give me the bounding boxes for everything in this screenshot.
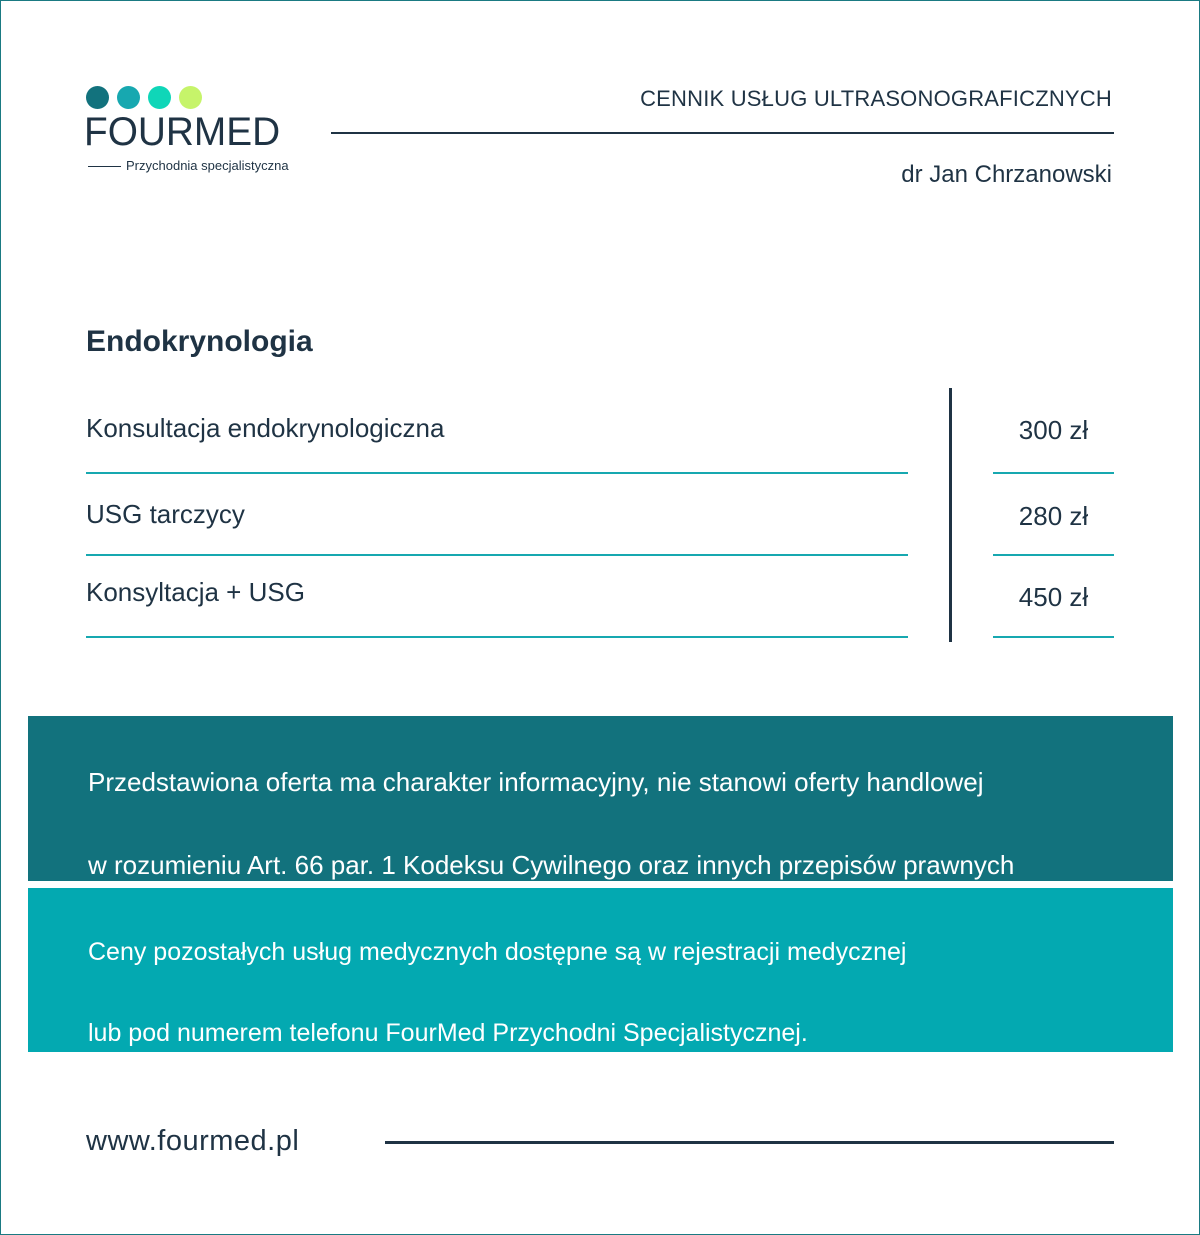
header-divider (331, 132, 1114, 134)
logo-subtitle: Przychodnia specjalistyczna (126, 158, 289, 173)
website-link[interactable]: www.fourmed.pl (86, 1125, 300, 1157)
row-divider (86, 554, 908, 556)
legal-notice-line-1: Przedstawiona oferta ma charakter informacyjny, nie stanowi oferty handlowej (88, 767, 984, 797)
price-divider (993, 636, 1114, 638)
service-name: Konsyltacja + USG (86, 577, 305, 607)
service-price: 280 zł (1018, 501, 1089, 531)
price-divider (993, 472, 1114, 474)
logo-subtitle-rule (88, 166, 121, 167)
row-divider (86, 636, 908, 638)
logo-dot-1 (86, 86, 109, 109)
logo-dot-2 (117, 86, 140, 109)
legal-notice-banner (28, 716, 1173, 881)
price-list-title: CENNIK USŁUG ULTRASONOGRAFICZNYCH (640, 86, 1112, 111)
service-name: USG tarczycy (86, 499, 245, 529)
info-line-1: Ceny pozostałych usług medycznych dostępne są w rejestracji medycznej (88, 938, 907, 966)
logo-brand-text: FOURMED (84, 110, 281, 154)
price-divider (993, 554, 1114, 556)
row-divider (86, 472, 908, 474)
fourmed-logo (84, 86, 324, 176)
info-banner (28, 888, 1173, 1052)
legal-notice-line-2: w rozumieniu Art. 66 par. 1 Kodeksu Cywilnego oraz innych przepisów prawnych (88, 850, 1015, 880)
service-price: 450 zł (1018, 582, 1089, 612)
logo-dot-3 (148, 86, 171, 109)
doctor-name: dr Jan Chrzanowski (901, 161, 1112, 188)
footer-divider (385, 1141, 1114, 1144)
service-price: 300 zł (1018, 415, 1089, 445)
price-column-divider (949, 388, 952, 642)
info-line-2: lub pod numerem telefonu FourMed Przychodni Specjalistycznej. (88, 1019, 808, 1047)
section-title: Endokrynologia (86, 325, 313, 358)
service-name: Konsultacja endokrynologiczna (86, 413, 445, 443)
logo-dot-4 (179, 86, 202, 109)
